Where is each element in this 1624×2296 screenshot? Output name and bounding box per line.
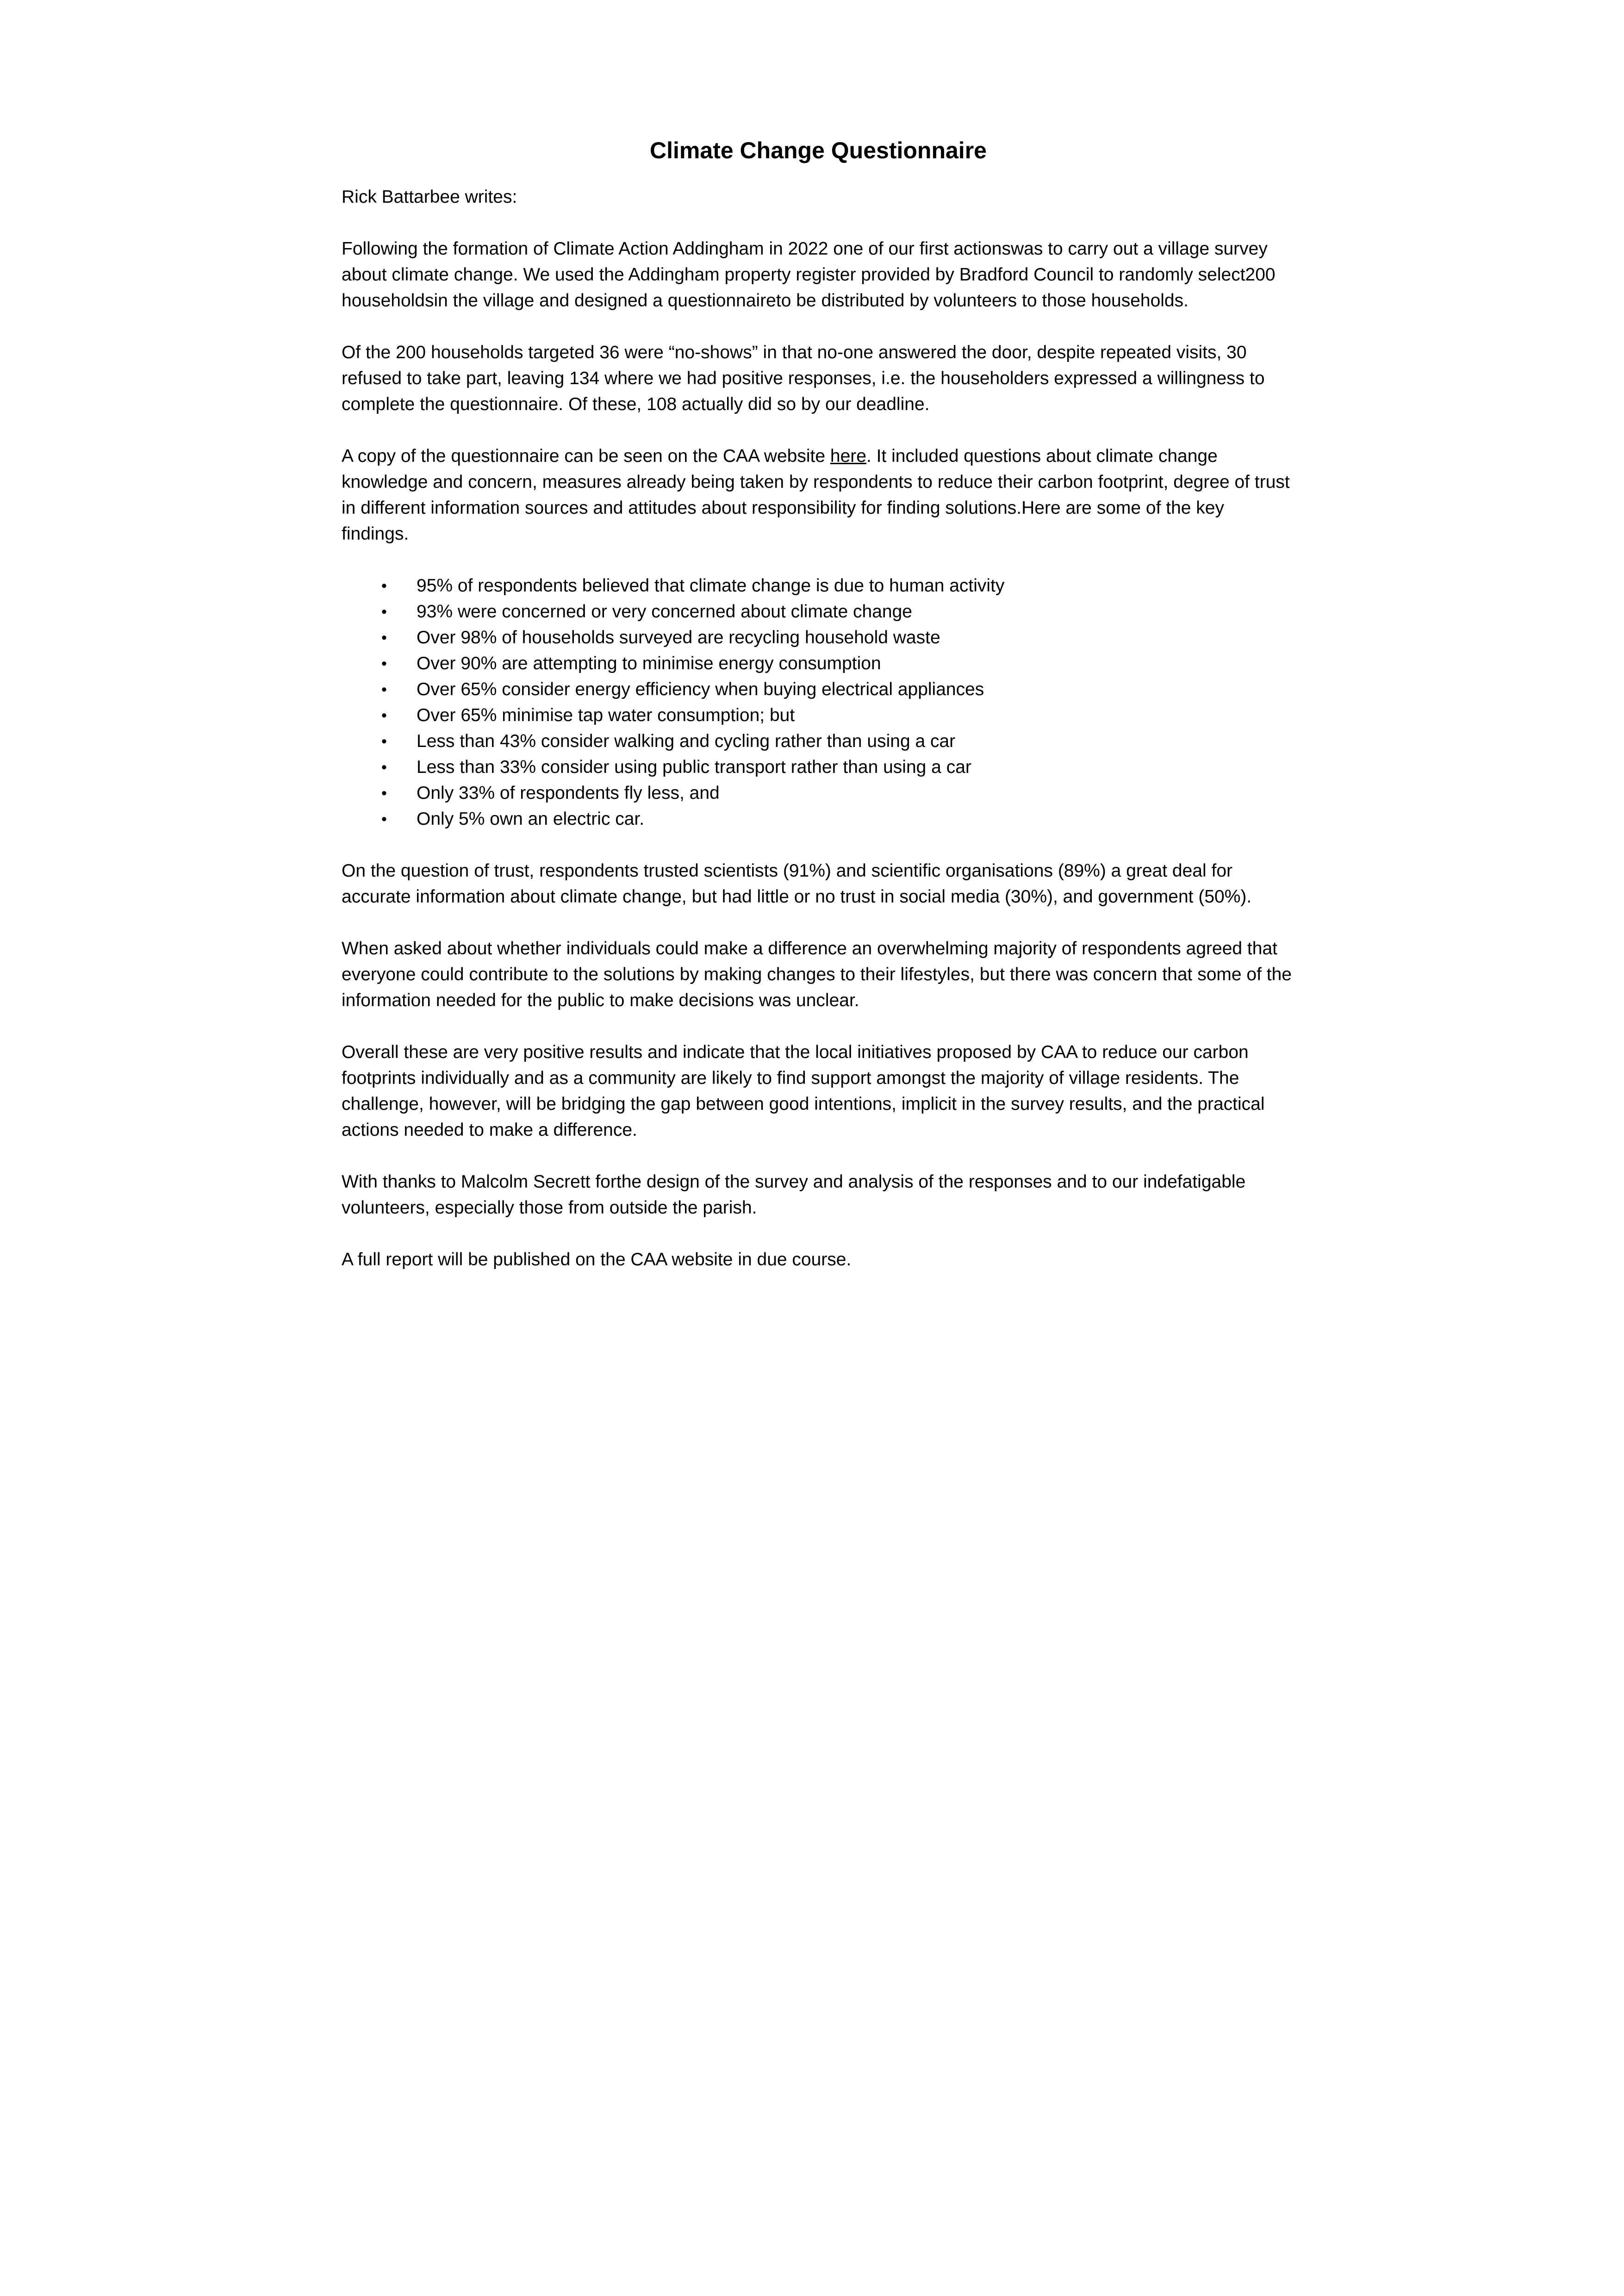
- finding-text: Over 98% of households surveyed are recycling household waste: [417, 628, 940, 647]
- bullet-icon: •: [381, 707, 387, 724]
- finding-text: Only 5% own an electric car.: [417, 809, 645, 829]
- page-title: Climate Change Questionnaire: [650, 137, 987, 163]
- list-item: [342, 677, 1295, 703]
- list-item: [342, 651, 1295, 677]
- bullet-icon: •: [381, 629, 387, 647]
- bullet-icon: •: [381, 603, 387, 621]
- bullet-icon: •: [381, 810, 387, 828]
- list-item: [342, 754, 1295, 780]
- questionnaire-text-after-link: . It included questions about climate change knowledge and concern, measures already being taken by respondents to reduce their carbon footprint, degree of trust in different information sources and attitudes about responsibility for finding solutions.Here are some of the key findings.: [342, 446, 1290, 544]
- finding-text: Over 65% minimise tap water consumption; but: [417, 705, 795, 725]
- list-item: [342, 573, 1295, 599]
- author-byline: Rick Battarbee writes:: [342, 187, 517, 207]
- questionnaire-text-before-link: A copy of the questionnaire can be seen on the CAA website: [342, 446, 830, 466]
- list-item: [342, 780, 1295, 806]
- list-item: [342, 599, 1295, 625]
- bullet-icon: •: [381, 577, 387, 595]
- bullet-icon: •: [381, 733, 387, 750]
- finding-text: Over 90% are attempting to minimise energy consumption: [417, 653, 881, 673]
- response-rate-paragraph: Of the 200 households targeted 36 were “no-shows” in that no-one answered the door, despite repeated visits, 30 refused to take part, leaving 134 where we had positive responses, i.e. the householders expressed a willingness to complete the questionnaire. Of these, 108 actually did so by our deadline.: [342, 342, 1265, 414]
- full-report-note: A full report will be published on the CAA website in due course.: [342, 1250, 852, 1269]
- key-findings-list: [342, 573, 1295, 832]
- bullet-icon: •: [381, 655, 387, 672]
- finding-text: 93% were concerned or very concerned about climate change: [417, 602, 912, 622]
- finding-text: Less than 33% consider using public transport rather than using a car: [417, 757, 971, 777]
- bullet-icon: •: [381, 759, 387, 776]
- individual-difference-paragraph: When asked about whether individuals could make a difference an overwhelming majority of respondents agreed that everyone could contribute to the solutions by making changes to their lifestyles, but there was concern that some of the information needed for the public to make decisions was unclear.: [342, 939, 1292, 1010]
- document-page: [342, 134, 1295, 1299]
- list-item: [342, 625, 1295, 651]
- conclusion-paragraph: Overall these are very positive results and indicate that the local initiatives proposed by CAA to reduce our carbon footprints individually and as a community are likely to find support amongst the majority of village residents. The challenge, however, will be bridging the gap between good intentions, implicit in the survey results, and the practical actions needed to make a difference.: [342, 1042, 1265, 1140]
- questionnaire-link[interactable]: here: [830, 446, 866, 466]
- acknowledgements-paragraph: With thanks to Malcolm Secrett forthe design of the survey and analysis of the responses and to our indefatigable volunteers, especially those from outside the parish.: [342, 1172, 1246, 1218]
- finding-text: Only 33% of respondents fly less, and: [417, 783, 720, 803]
- trust-paragraph: On the question of trust, respondents trusted scientists (91%) and scientific organisations (89%) a great deal for accurate information about climate change, but had little or no trust in social media (30%), and government (50%).: [342, 861, 1252, 907]
- finding-text: Less than 43% consider walking and cycling rather than using a car: [417, 731, 956, 751]
- finding-text: Over 65% consider energy efficiency when buying electrical appliances: [417, 679, 984, 699]
- questionnaire-paragraph: [342, 443, 1295, 547]
- list-item: [342, 728, 1295, 754]
- intro-paragraph: Following the formation of Climate Action Addingham in 2022 one of our first actionswas to carry out a village survey about climate change. We used the Addingham property register provided by Bradford Council to randomly select200 householdsin the village and designed a questionnaireto be distributed by volunteers to those households.: [342, 239, 1276, 311]
- list-item: [342, 703, 1295, 728]
- bullet-icon: •: [381, 784, 387, 802]
- bullet-icon: •: [381, 681, 387, 698]
- list-item: [342, 806, 1295, 832]
- finding-text: 95% of respondents believed that climate change is due to human activity: [417, 576, 1005, 596]
